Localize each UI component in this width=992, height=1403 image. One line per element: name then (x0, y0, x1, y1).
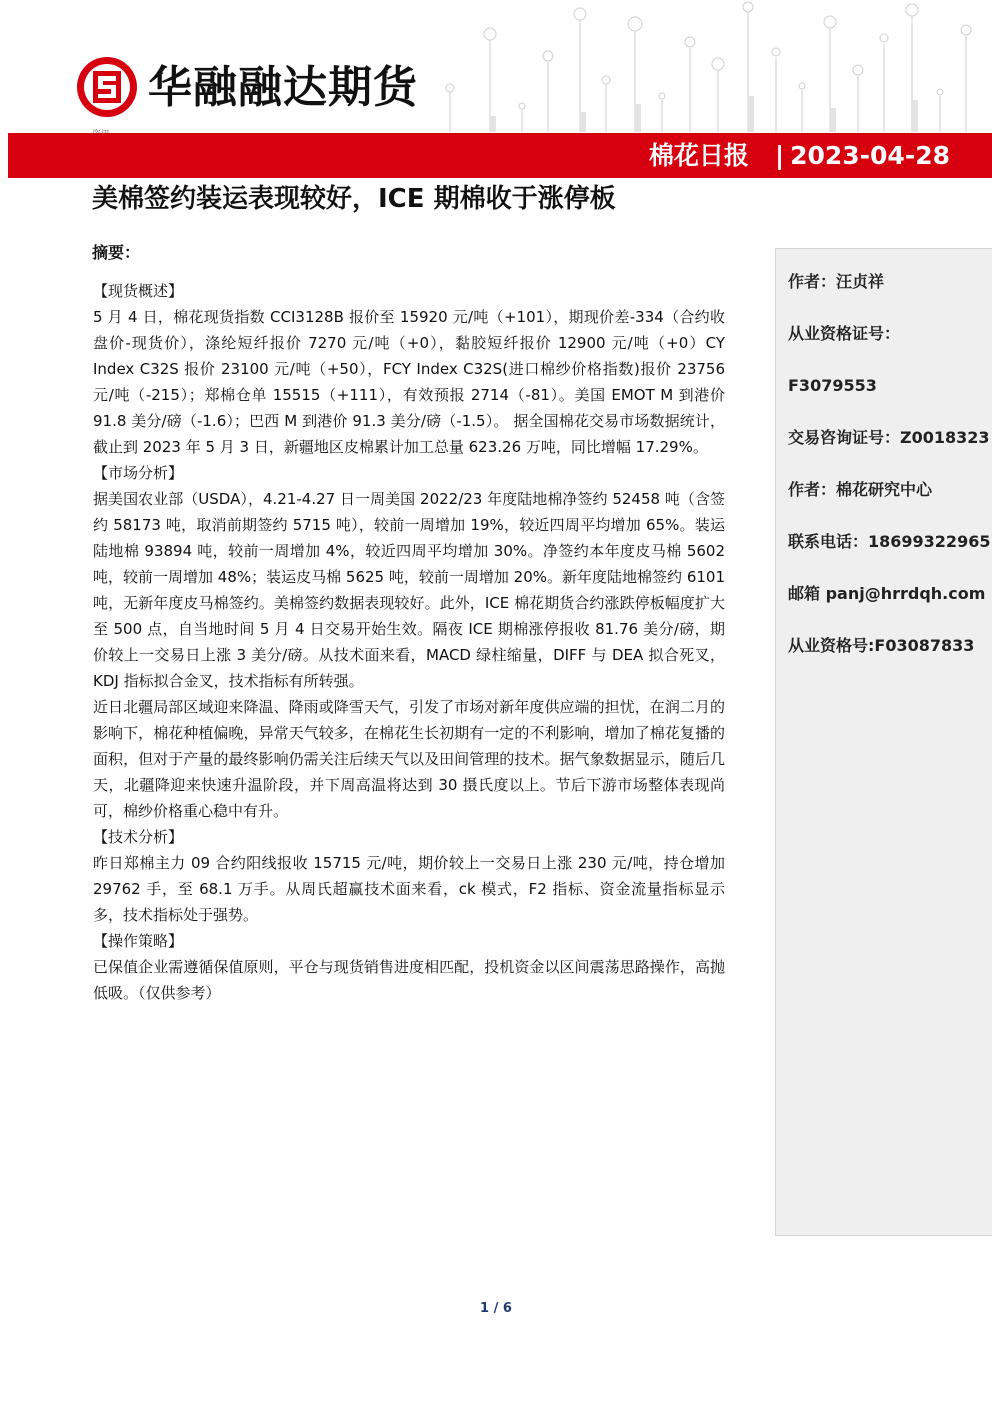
section-heading: 【操作策略】 (93, 932, 184, 950)
report-title: 美棉签约装运表现较好，ICE 期棉收于涨停板 (92, 184, 616, 214)
qualification-number: F3079553 (788, 376, 877, 395)
banner-text (649, 133, 950, 178)
company-logo-icon (76, 56, 138, 118)
contact-phone: 联系电话：18699322965 (788, 532, 991, 551)
header-decoration (430, 0, 992, 132)
summary-label: 摘要： (92, 243, 141, 262)
consult-number: 交易咨询证号：Z0018323 (788, 428, 990, 447)
paragraph: 据美国农业部（USDA），4.21-4.27 日一周美国 2022/23 年度陆地棉净签约 52458 吨（含签约 58173 吨，取消前期签约 5715 吨），较前一周增加 19%，较近四周平均增加 65%。装运陆地棉 93894 吨，较前一周增加 4%，较近四周平均增加 30%。净签约本年度皮马棉 5602 吨，较前一周增加 48%；装运皮马棉 5625 吨，较前一周增加 20%。新年度陆地棉签约 6101 吨，无新年度皮马棉签约。美棉签约数据表现较好。此外，ICE 棉花期货合约涨跌停板幅度扩大至 500 点，自当地时间 5 月 4 日交易开始生效。隔夜 ICE 期棉涨停报收 81.76 美分/磅，期价较上一交易日上涨 3 美分/磅。从技术面来看，MACD 绿柱缩量，DIFF 与 DEA 拟合死叉，KDJ 指标拟合金叉，技术指标有所转强。 (93, 490, 725, 690)
author-team: 作者：棉花研究中心 (788, 480, 933, 499)
section-heading: 【现货概述】 (93, 282, 184, 300)
report-date: 2023-04-28 (790, 141, 950, 170)
company-name: 华融融达期货 (148, 62, 418, 113)
section-heading: 【技术分析】 (93, 828, 184, 846)
report-body (93, 278, 725, 1006)
page-number: 1 / 6 (480, 1301, 512, 1316)
paragraph: 5 月 4 日，棉花现货指数 CCI3128B 报价至 15920 元/吨（+101），期现价差-334（合约收盘价-现货价），涤纶短纤报价 7270 元/吨（+0），黏胶短纤报价 12900 元/吨（+0）CY Index C32S 报价 23100 元/吨（+50），FCY Index C32S(进口棉纱价格指数)报价 23756 元/吨（-215）；郑棉仓单 15515（+111），有效预报 2714（-81）。美国 EMOT M 到港价 91.8 美分/磅（-1.6）；巴西 M 到港价 91.3 美分/磅（-1.5）。 据全国棉花交易市场数据统计，截止到 2023 年 5 月 3 日，新疆地区皮棉累计加工总量 623.26 万吨，同比增幅 17.29%。 (93, 308, 725, 456)
qualification-number-2: 从业资格号:F03087833 (788, 636, 975, 655)
report-banner (8, 133, 992, 178)
author-name: 作者：汪贞祥 (788, 272, 885, 291)
section-heading: 【市场分析】 (93, 464, 184, 482)
paragraph: 近日北疆局部区域迎来降温、降雨或降雪天气，引发了市场对新年度供应端的担忧，在润二月的影响下，棉花种植偏晚，异常天气较多，在棉花生长初期有一定的不利影响，增加了棉花复播的面积，但对于产量的最终影响仍需关注后续天气以及田间管理的技术。据气象数据显示，随后几天，北疆降迎来快速升温阶段，并下周高温将达到 30 摄氏度以上。节后下游市场整体表现尚可，棉纱价格重心稳中有升。 (93, 698, 725, 820)
paragraph: 昨日郑棉主力 09 合约阳线报收 15715 元/吨，期价较上一交易日上涨 230 元/吨，持仓增加 29762 手，至 68.1 万手。从周氏超赢技术面来看，ck 模式，F2 指标、资金流量指标显示多，技术指标处于强势。 (93, 854, 725, 924)
banner-divider: | (774, 141, 785, 170)
contact-email: 邮箱 panj@hrrdqh.com (788, 584, 986, 603)
author-sidebar (775, 248, 992, 1236)
paragraph: 已保值企业需遵循保值原则，平仓与现货销售进度相匹配，投机资金以区间震荡思路操作，高抛低吸。（仅供参考） (93, 958, 725, 1002)
qualification-label: 从业资格证号： (788, 324, 901, 343)
report-type: 棉花日报 (648, 141, 749, 170)
